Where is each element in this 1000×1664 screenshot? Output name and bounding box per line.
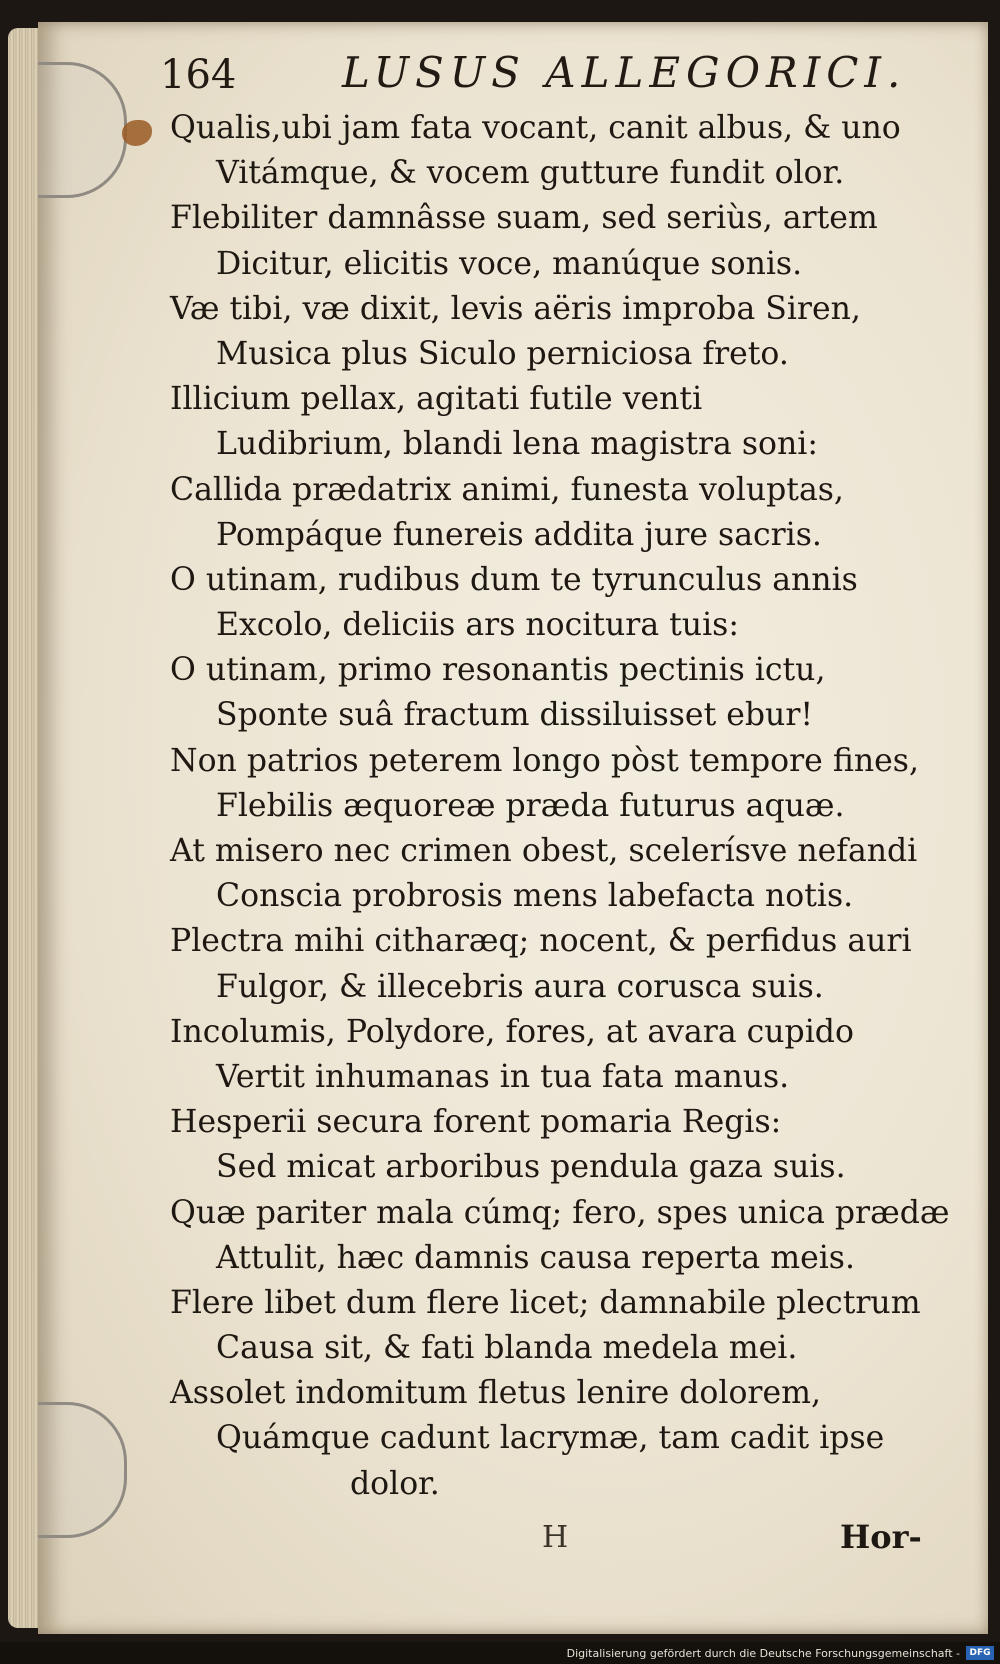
dfg-logo: DFG [966, 1646, 994, 1660]
verse-body [170, 106, 970, 1507]
verse-line: O utinam, primo resonantis pectinis ictu, [170, 652, 826, 689]
credit-bar [0, 1642, 1000, 1664]
verse-line: Ludibrium, blandi lena magistra soni: [216, 426, 818, 463]
verse-line: Sponte suâ fractum dissiluisset ebur! [216, 697, 814, 734]
verse-line: Sed micat arboribus pendula gaza suis. [216, 1149, 846, 1186]
credit-text: Digitalisierung gefördert durch die Deutsche Forschungsgemeinschaft - [566, 1646, 960, 1660]
page-number: 164 [160, 52, 237, 98]
verse-line: O utinam, rudibus dum te tyrunculus annis [170, 561, 858, 598]
verse-line: Illicium pellax, agitati futile venti [170, 381, 703, 418]
verse-line: Incolumis, Polydore, fores, at avara cupido [170, 1013, 854, 1050]
verse-line: Assolet indomitum fletus lenire dolorem, [170, 1375, 822, 1412]
verse-line: dolor. [350, 1465, 440, 1502]
running-head: LUSUS ALLEGORICI. [342, 48, 907, 97]
verse-line: Vertit inhumanas in tua fata manus. [216, 1058, 790, 1095]
verse-line: Plectra mihi citharæq; nocent, & perfidus auri [170, 923, 912, 960]
verse-line: Conscia probrosis mens labefacta notis. [216, 878, 854, 915]
verse-line: Qualis,ubi jam fata vocant, canit albus, & uno [170, 110, 901, 146]
verse-line: Fulgor, & illecebris aura corusca suis. [216, 968, 824, 1005]
verse-line: Væ tibi, væ dixit, levis aëris improba Siren, [170, 290, 861, 327]
verse-line: Flebiliter damnâsse suam, sed seriùs, artem [170, 200, 878, 237]
page-header [120, 40, 920, 100]
verse-line: Causa sit, & fati blanda medela mei. [216, 1330, 798, 1367]
verse-line: Excolo, deliciis ars nocitura tuis: [216, 607, 739, 644]
catchword: Hor- [840, 1518, 922, 1556]
verse-line: Non patrios peterem longo pòst tempore fines, [170, 742, 919, 779]
page-clip-top [38, 62, 127, 198]
verse-line: Quámque cadunt lacrymæ, tam cadit ipse [216, 1420, 885, 1457]
verse-line: Flebilis æquoreæ præda futurus aquæ. [216, 787, 845, 824]
verse-line: Attulit, hæc damnis causa reperta meis. [216, 1239, 855, 1276]
page-clip-bottom [38, 1402, 127, 1538]
signature-mark: H [542, 1520, 569, 1555]
verse-line: Dicitur, elicitis voce, manúque sonis. [216, 245, 803, 282]
verse-line: Flere libet dum flere licet; damnabile plectrum [170, 1284, 921, 1321]
verse-line: At misero nec crimen obest, scelerísve nefandi [170, 833, 918, 869]
verse-line: Hesperii secura forent pomaria Regis: [170, 1104, 782, 1141]
verse-line: Musica plus Siculo perniciosa freto. [216, 335, 789, 372]
verse-line: Callida prædatrix animi, funesta voluptas, [170, 471, 844, 508]
verse-line: Quæ pariter mala cúmq; fero, spes unica prædæ [170, 1194, 950, 1231]
verse-line: Pompáque funereis addita jure sacris. [216, 516, 822, 553]
verse-line: Vitámque, & vocem gutture fundit olor. [216, 155, 845, 192]
